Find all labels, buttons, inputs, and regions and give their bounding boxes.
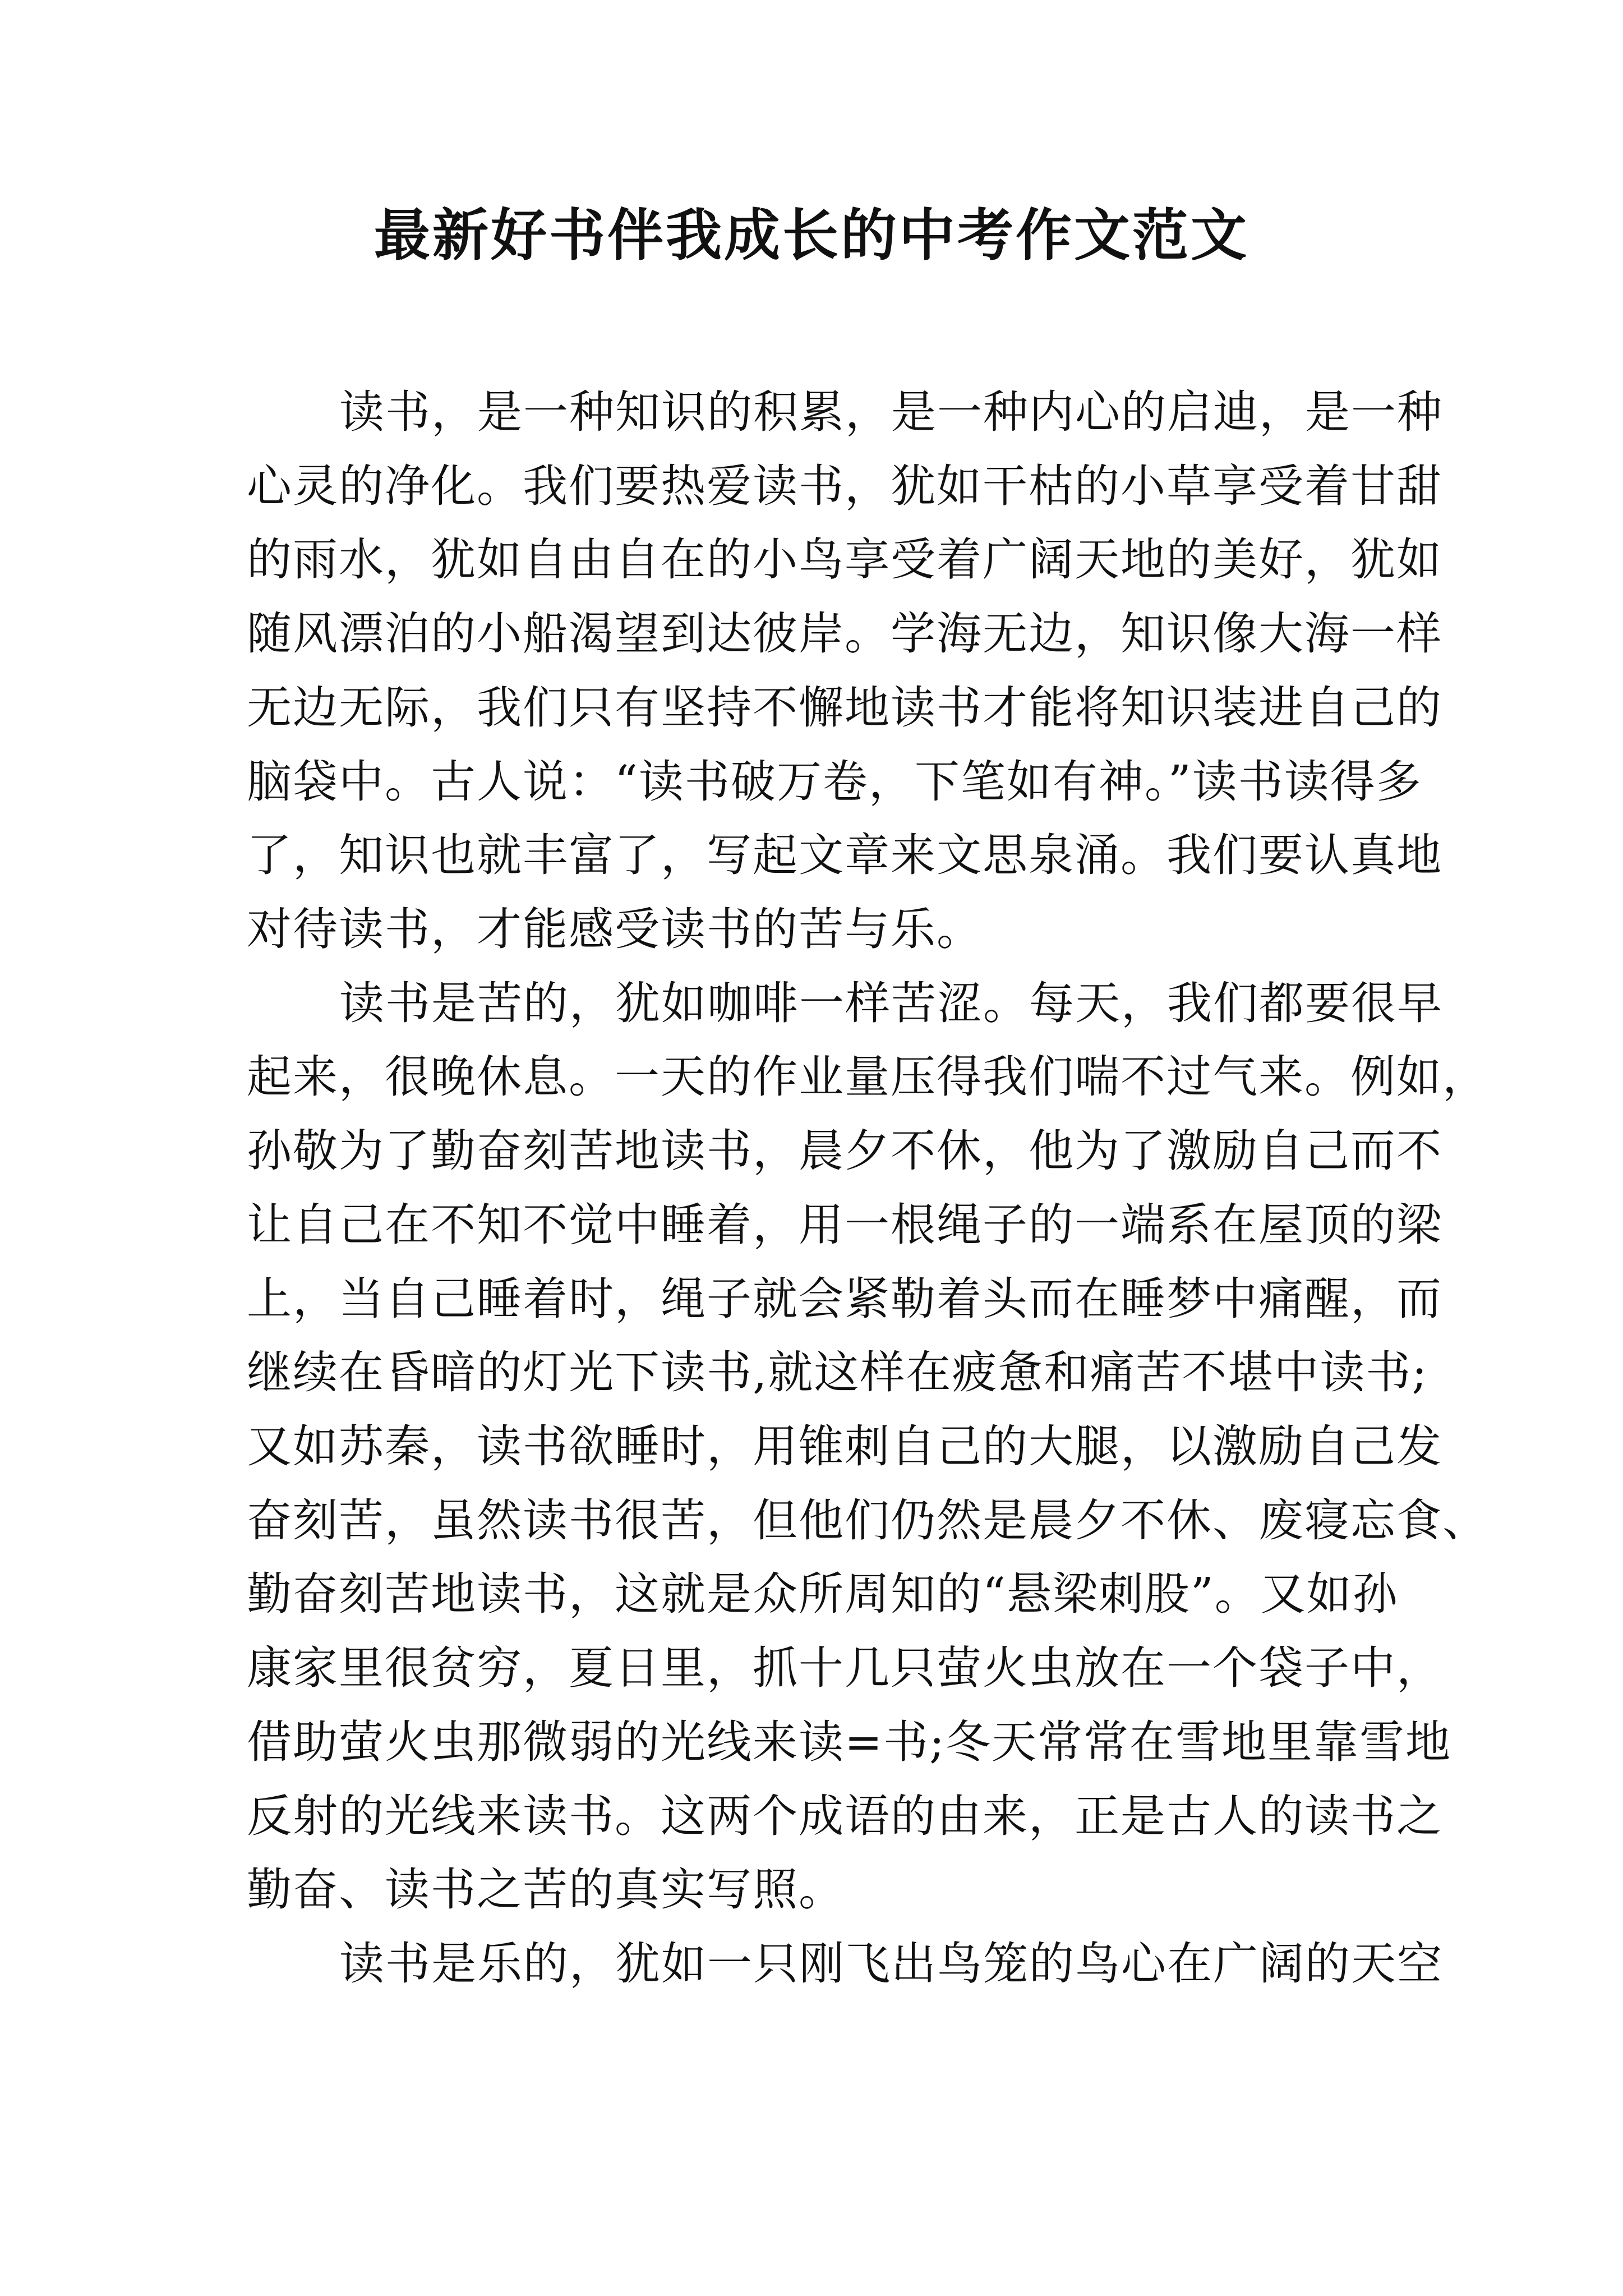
paragraph-2-line-6: 继续在昏暗的灯光下读书,就这样在疲惫和痛苦不堪中读书; — [247, 1346, 1428, 1398]
paragraph-2-line-10: 康家里很贫穷，夏日里，抓十几只萤火虫放在一个袋子中， — [247, 1642, 1442, 1694]
paragraph-1-line-1: 读书，是一种知识的积累，是一种内心的启迪，是一种 — [339, 386, 1443, 438]
paragraph-2-line-8: 奋刻苦，虽然读书很苦，但他们仍然是晨夕不休、废寝忘食、 — [247, 1494, 1488, 1547]
paragraph-1-line-6: 脑袋中。古人说：“读书破万卷，下笔如有神。”读书读得多 — [247, 756, 1422, 808]
paragraph-2-line-2: 起来，很晚休息。一天的作业量压得我们喘不过气来。例如， — [247, 1051, 1488, 1103]
paragraph-2-line-3: 孙敬为了勤奋刻苦地读书，晨夕不休，他为了激励自己而不 — [247, 1125, 1442, 1177]
paragraph-2-line-13: 勤奋、读书之苦的真实写照。 — [247, 1864, 845, 1916]
document-title: 最新好书伴我成长的中考作文范文 — [374, 203, 1249, 268]
paragraph-2-line-7: 又如苏秦，读书欲睡时，用锥刺自己的大腿，以激励自己发 — [247, 1420, 1442, 1473]
paragraph-3-line-1: 读书是乐的，犹如一只刚飞出鸟笼的鸟心在广阔的天空 — [339, 1938, 1443, 1990]
paragraph-1-line-7: 了，知识也就丰富了，写起文章来文思泉涌。我们要认真地 — [247, 829, 1442, 881]
paragraph-2-line-5: 上，当自己睡着时，绳子就会紧勒着头而在睡梦中痛醒，而 — [247, 1273, 1442, 1325]
paragraph-1-line-5: 无边无际，我们只有坚持不懈地读书才能将知识装进自己的 — [247, 682, 1442, 734]
paragraph-2-line-12: 反射的光线来读书。这两个成语的由来，正是古人的读书之 — [247, 1790, 1442, 1842]
paragraph-2-line-4: 让自己在不知不觉中睡着，用一根绳子的一端系在屋顶的梁 — [247, 1199, 1442, 1251]
paragraph-1-line-8: 对待读书，才能感受读书的苦与乐。 — [247, 903, 983, 955]
paragraph-1-line-2: 心灵的净化。我们要热爱读书，犹如干枯的小草享受着甘甜 — [247, 460, 1442, 512]
paragraph-2-line-9: 勤奋刻苦地读书，这就是众所周知的“悬梁刺股”。又如孙 — [247, 1568, 1399, 1620]
paragraph-2-line-1: 读书是苦的，犹如咖啡一样苦涩。每天，我们都要很早 — [339, 977, 1443, 1029]
paragraph-1-line-3: 的雨水，犹如自由自在的小鸟享受着广阔天地的美好，犹如 — [247, 533, 1442, 586]
paragraph-1-line-4: 随风漂泊的小船渴望到达彼岸。学海无边，知识像大海一样 — [247, 608, 1442, 660]
paragraph-2-line-11: 借助萤火虫那微弱的光线来读=书;冬天常常在雪地里靠雪地 — [247, 1716, 1451, 1768]
